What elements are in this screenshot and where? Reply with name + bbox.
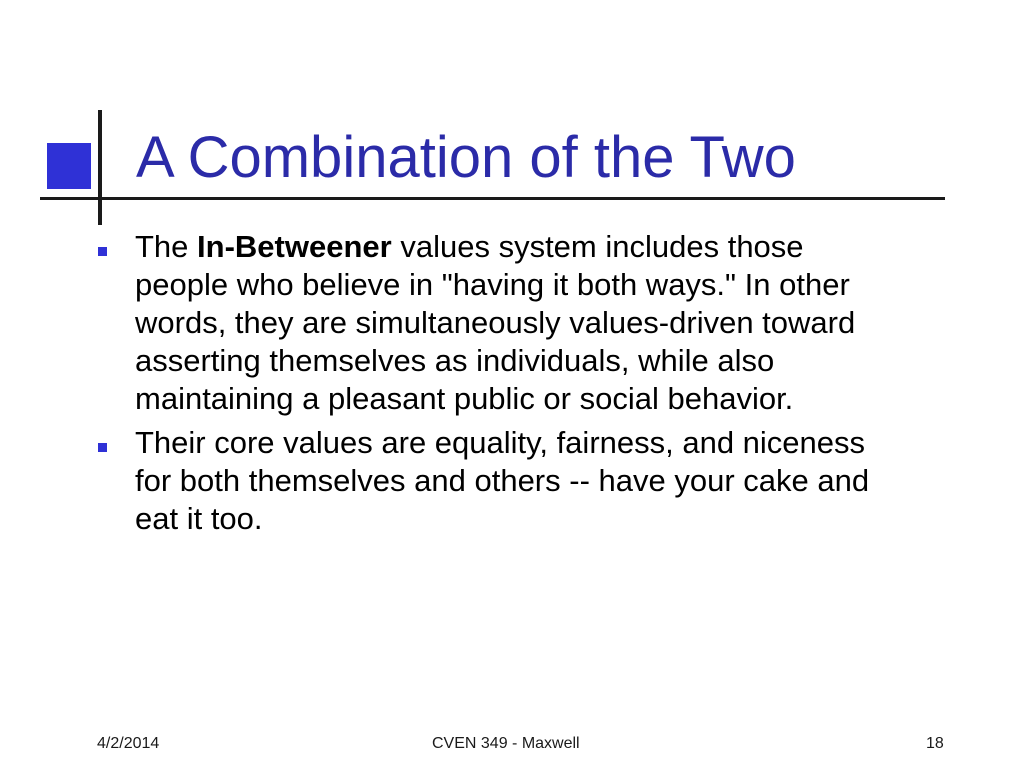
bullet-text: Their core values are equality, fairness, and niceness for both themselves and others -- have your cake and eat it too.: [135, 425, 870, 536]
bold-term: In-Betweener: [197, 229, 392, 264]
footer-page-number: 18: [926, 735, 944, 752]
bullet-item: [98, 424, 898, 538]
title-horizontal-rule: [40, 197, 945, 200]
square-bullet-icon: [98, 443, 107, 452]
title-vertical-rule: [98, 110, 102, 225]
footer-course: CVEN 349 - Maxwell: [432, 735, 580, 752]
footer-date: 4/2/2014: [97, 735, 160, 752]
bullet-prefix: The: [135, 229, 189, 264]
bullet-list: [98, 228, 898, 544]
title-accent-square: [47, 143, 91, 189]
bullet-item: [98, 228, 898, 418]
square-bullet-icon: [98, 247, 107, 256]
bullet-rest: values system includes those people who believe in "having it both ways." In other words, they are simultaneously values-driven toward asserting themselves as individuals, while also maintaining a pleasant public or social behavior.: [135, 229, 856, 416]
slide-title: A Combination of the Two: [136, 125, 796, 190]
bullet-text: [135, 228, 898, 418]
